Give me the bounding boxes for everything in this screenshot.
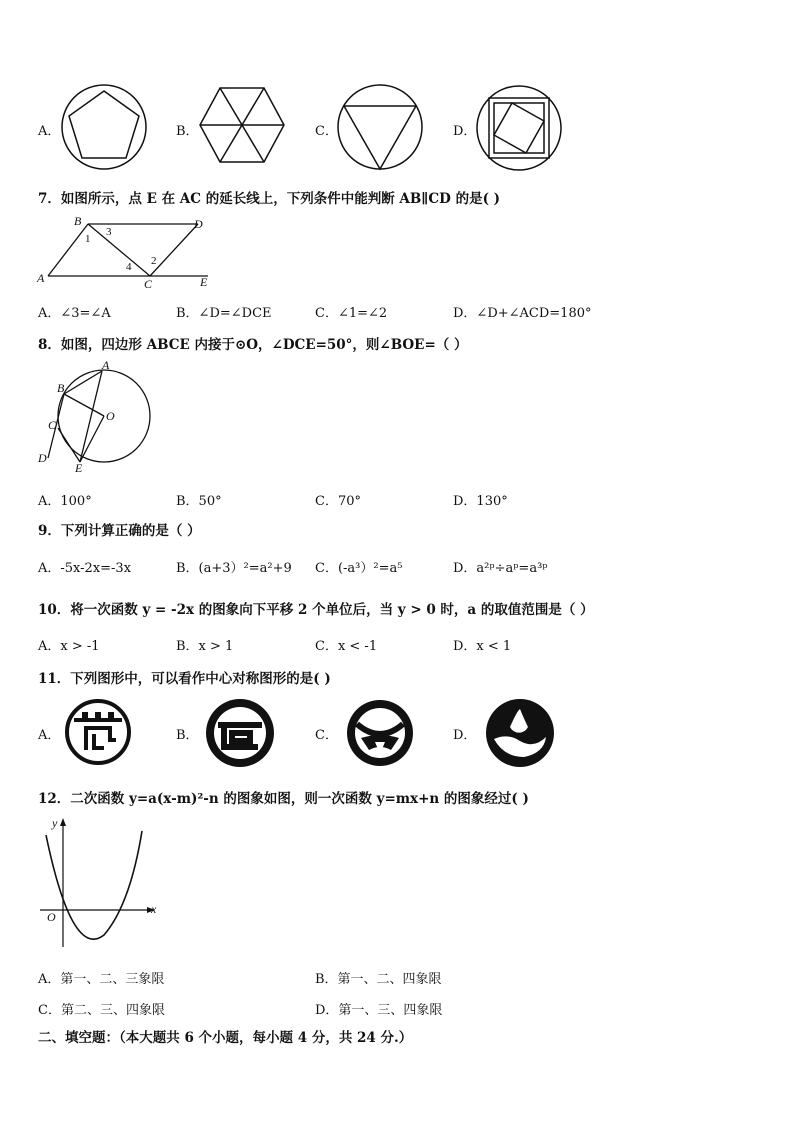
q8-figure-inscribed-quadrilateral bbox=[34, 358, 156, 476]
q12-stem: 12．二次函数 y=a(x-m)²-n 的图象如图，则一次函数 y=mx+n 的图象经过( ) bbox=[38, 791, 529, 807]
q10-option-a: A．x > -1 bbox=[38, 639, 100, 654]
q12-option-d: D．第一、三、四象限 bbox=[315, 1003, 443, 1018]
q9-option-d: D．a²ᵖ÷aᵖ=a³ᵖ bbox=[453, 561, 548, 576]
q6-option-c-label: C． bbox=[315, 124, 338, 139]
q11-figure-d-emblem bbox=[484, 697, 556, 769]
q6-figure-a-circle-pentagon bbox=[60, 83, 150, 171]
q6-figure-d-circle-squares bbox=[474, 83, 564, 173]
q8-option-c: C．70° bbox=[315, 494, 361, 509]
q12-parabola-curve bbox=[46, 831, 142, 939]
q6-figure-b-hexagon bbox=[198, 85, 286, 165]
q12-label-x: x bbox=[151, 902, 157, 916]
q8-stem: 8．如图，四边形 ABCE 内接于⊙O，∠DCE=50°，则∠BOE=（ ） bbox=[38, 337, 468, 353]
q12-label-o: O bbox=[47, 910, 56, 924]
q8-label-c: C bbox=[48, 418, 57, 432]
q10-option-c: C．x < -1 bbox=[315, 639, 378, 654]
q6-option-a-label: A． bbox=[38, 124, 61, 139]
q6-figure-c-circle-triangle bbox=[336, 83, 424, 171]
section2-heading: 二、填空题：（本大题共 6 个小题，每小题 4 分，共 24 分.） bbox=[38, 1030, 413, 1046]
q11-figure-a-emblem bbox=[64, 698, 132, 766]
q11-option-a-label: A． bbox=[38, 728, 61, 743]
q7-stem: 7．如图所示，点 E 在 AC 的延长线上，下列条件中能判断 AB∥CD 的是( ) bbox=[38, 191, 501, 207]
q12-figure-parabola bbox=[36, 815, 166, 955]
q8-option-b: B．50° bbox=[176, 494, 222, 509]
q10-option-d: D．x < 1 bbox=[453, 639, 512, 654]
q10-option-b: B．x > 1 bbox=[176, 639, 234, 654]
q8-label-e: E bbox=[75, 461, 83, 475]
q7-label-d: D bbox=[194, 217, 203, 231]
q8-label-d: D bbox=[38, 451, 47, 465]
q6-option-b-label: B． bbox=[176, 124, 199, 139]
q6-option-d-label: D． bbox=[453, 124, 477, 139]
q8-option-a: A．100° bbox=[38, 494, 92, 509]
q9-option-a: A．-5x-2x=-3x bbox=[38, 561, 132, 576]
q11-figure-b-emblem bbox=[204, 697, 276, 769]
q11-option-b-label: B． bbox=[176, 728, 199, 743]
q12-label-y: y bbox=[52, 816, 58, 830]
q12-option-b: B．第一、二、四象限 bbox=[315, 972, 442, 987]
q7-label-4: 4 bbox=[126, 261, 132, 273]
q8-label-o: O bbox=[106, 409, 115, 423]
q7-label-3: 3 bbox=[106, 226, 112, 238]
q7-label-a: A bbox=[37, 271, 45, 285]
q7-label-2: 2 bbox=[151, 255, 157, 267]
q8-option-d: D．130° bbox=[453, 494, 508, 509]
q7-option-b: B．∠D=∠DCE bbox=[176, 306, 272, 321]
q7-figure-parallel-lines bbox=[34, 214, 224, 292]
q7-label-b: B bbox=[74, 214, 82, 228]
q11-option-c-label: C． bbox=[315, 728, 338, 743]
q7-option-c: C．∠1=∠2 bbox=[315, 306, 388, 321]
q7-option-d: D．∠D+∠ACD=180° bbox=[453, 306, 592, 321]
q7-label-c: C bbox=[144, 277, 153, 291]
q9-stem: 9．下列计算正确的是（ ） bbox=[38, 523, 201, 539]
q10-stem: 10．将一次函数 y = -2x 的图象向下平移 2 个单位后，当 y > 0 时，a 的取值范围是（ ） bbox=[38, 602, 594, 618]
q9-option-b: B．(a+3）²=a²+9 bbox=[176, 561, 292, 576]
q8-label-b: B bbox=[57, 381, 65, 395]
q12-option-c: C．第二、三、四象限 bbox=[38, 1003, 165, 1018]
q7-label-e: E bbox=[200, 275, 208, 289]
q7-label-1: 1 bbox=[85, 233, 91, 245]
q11-option-d-label: D． bbox=[453, 728, 477, 743]
q9-option-c: C．(-a³）²=a⁵ bbox=[315, 561, 403, 576]
q8-label-a: A bbox=[102, 358, 110, 372]
q7-option-a: A．∠3=∠A bbox=[38, 306, 111, 321]
q11-figure-c-emblem bbox=[345, 698, 415, 768]
q11-stem: 11．下列图形中，可以看作中心对称图形的是( ) bbox=[38, 671, 331, 687]
q12-option-a: A．第一、二、三象限 bbox=[38, 972, 165, 987]
